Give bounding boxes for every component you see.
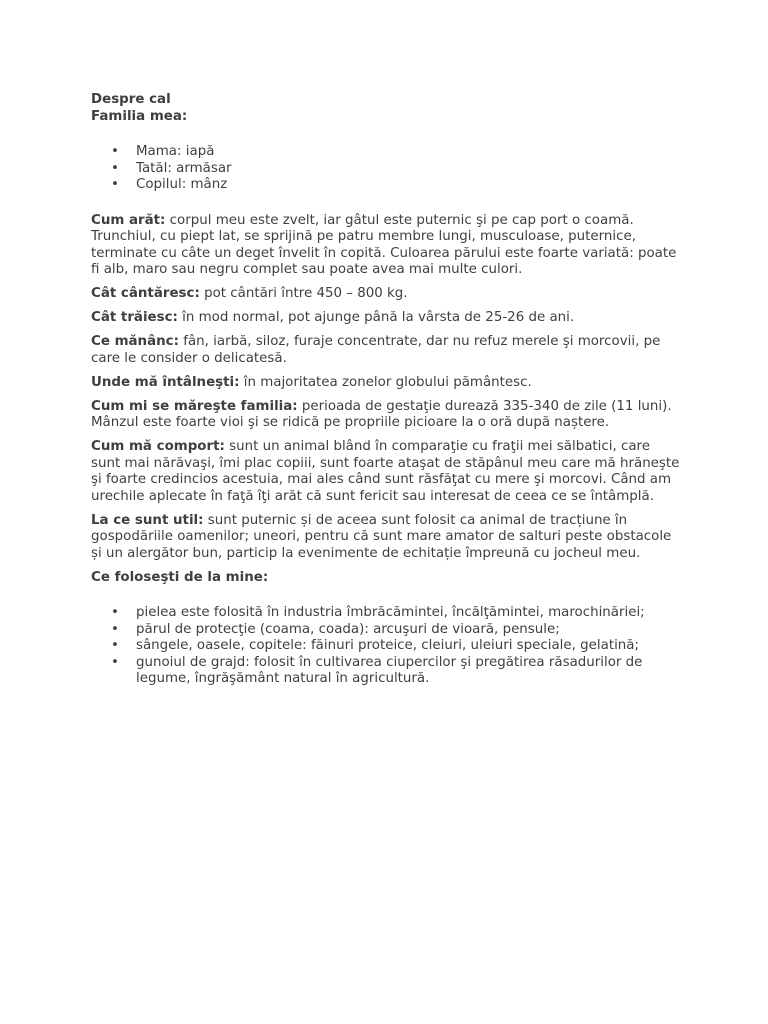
section-text: fân, iarbă, siloz, furaje concentrate, dar nu refuz merele şi morcovii, pe care le consider o delicatesă. <box>91 334 661 366</box>
section-behavior <box>91 439 681 505</box>
list-item: • Tatăl: armăsar <box>91 161 681 178</box>
list-item: • gunoiul de grajd: folosit în cultivarea ciupercilor şi pregătirea răsadurilor de legume, îngrăşământ natural în agricultură. <box>91 655 681 688</box>
family-heading: Familia mea: <box>91 108 188 124</box>
document-title: Despre cal <box>91 92 171 107</box>
section-usefulness <box>91 513 681 563</box>
section-label: Ce mănânc: <box>91 334 179 349</box>
section-text: în majoritatea zonelor globului pământesc. <box>239 374 532 390</box>
list-item: • pielea este folosită în industria îmbrăcămintei, încălţămintei, marochinăriei; <box>91 605 681 622</box>
section-diet <box>91 334 681 367</box>
list-item: • Mama: iapă <box>91 144 681 161</box>
section-label: Unde mă întâlneşti: <box>91 374 240 390</box>
list-item: • sângele, oasele, copitele: făinuri proteice, cleiuri, uleiuri speciale, gelatină; <box>91 638 681 655</box>
section-lifespan <box>91 310 681 327</box>
section-appearance <box>91 213 681 279</box>
list-item: • părul de protecţie (coama, coada): arcuşuri de vioară, pensule; <box>91 622 681 639</box>
section-text: corpul meu este zvelt, iar gâtul este puternic şi pe cap port o coamă. Trunchiul, cu piept lat, se sprijină pe patru membre lungi, musculoase, puternice, terminate cu câte un deget învelit în copită. Culoarea părului este foarte variată: poate fi alb, maro sau negru complet sau poate avea mai multe culori. <box>91 212 677 277</box>
uses-heading: Ce foloseşti de la mine: <box>91 569 269 585</box>
section-text: perioada de gestaţie durează 335-340 de zile (11 luni). Mânzul este foarte vioi şi se ridică pe propriile picioare la o oră după naștere. <box>91 398 672 430</box>
section-label: Cât trăiesc: <box>91 310 178 325</box>
section-label: Cum mă comport: <box>91 439 225 454</box>
family-list <box>91 144 681 194</box>
section-text: în mod normal, pot ajunge până la vârsta de 25-26 de ani. <box>177 310 575 325</box>
section-text: sunt un animal blând în comparaţie cu fraţii mei sălbatici, care sunt mai nărăvaşi, îmi plac copiii, sunt foarte ataşat de stăpânul meu care mă hrăneşte şi foarte credincios acestuia, mai ales când sunt răsfăţat cu mere şi morcovi. Când am urechile aplecate în faţă îţi arăt că sunt fericit sau interesat de ceea ce se întâmplă. <box>91 439 680 504</box>
section-habitat <box>91 375 681 392</box>
section-reproduction <box>91 399 681 432</box>
section-text: sunt puternic și de aceea sunt folosit ca animal de tracțiune în gospodăriile oamenilor; uneori, pentru că sunt mare amator de salturi peste obstacole și un alergător bun, particip la evenimente de echitație împreună cu jocheul meu. <box>91 512 672 561</box>
uses-list <box>91 605 681 688</box>
section-label: Cum arăt: <box>91 212 166 228</box>
document-page <box>91 92 681 688</box>
section-text: pot cântări între 450 – 800 kg. <box>199 286 408 301</box>
section-weight <box>91 286 681 303</box>
section-label: Cum mi se măreşte familia: <box>91 398 298 414</box>
section-label: Cât cântăresc: <box>91 286 200 301</box>
list-item: • Copilul: mânz <box>91 177 681 194</box>
section-label: La ce sunt util: <box>91 512 204 528</box>
